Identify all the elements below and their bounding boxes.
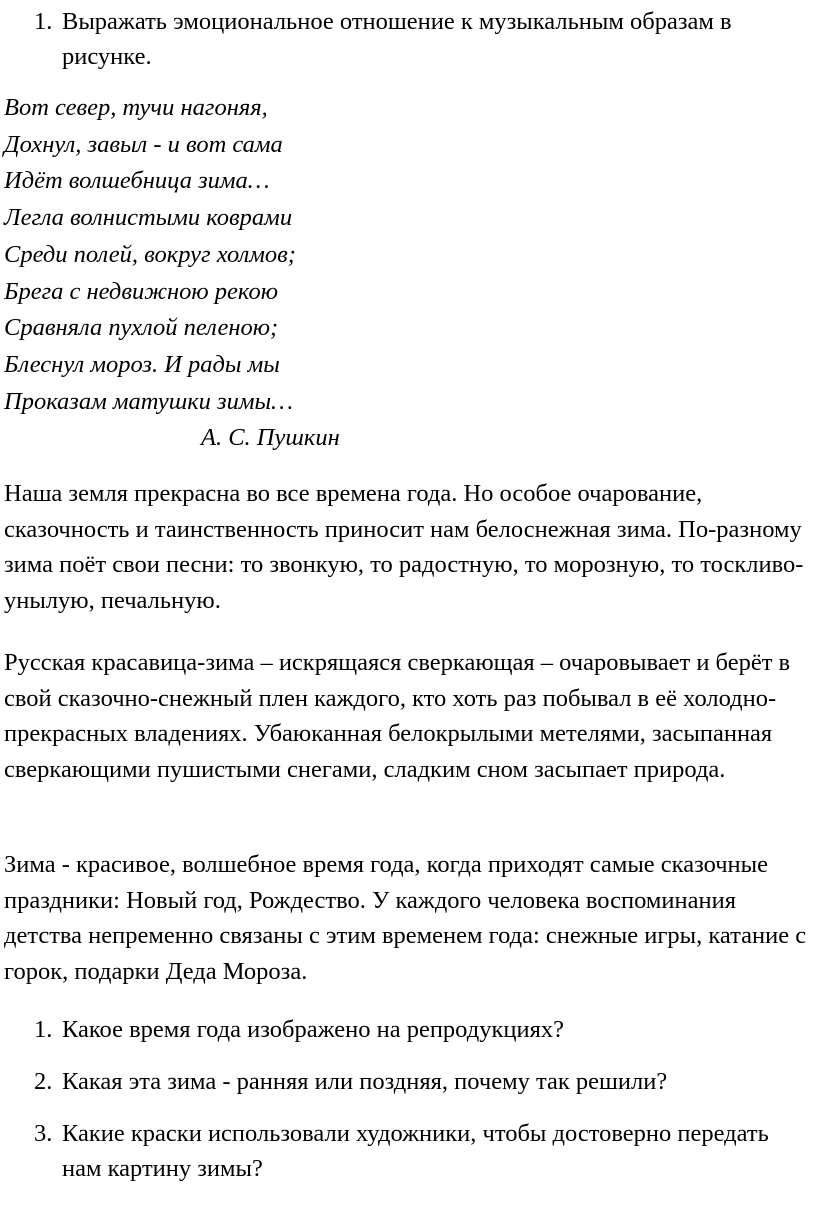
poem-line: Идёт волшебница зима…: [4, 167, 270, 195]
question-item: [0, 1116, 810, 1186]
question-number: 3.: [34, 1120, 53, 1147]
list-item-number: 1.: [34, 8, 53, 35]
question-number: 2.: [34, 1068, 53, 1095]
question-text: Какое время года изображено на репродукциях?: [62, 1016, 564, 1043]
poem-line: Вот север, тучи нагоняя,: [4, 94, 268, 121]
paragraph: Наша земля прекрасна во все времена года. Но особое очарование, сказочность и таинственность приносит нам белоснежная зима. По-разному зима поёт свои песни: то звонкую, то радостную, то морозную, то тоскливо-унылую, печальную.: [4, 480, 804, 614]
question-item: [0, 1012, 810, 1047]
paragraph: Зима - красивое, волшебное время года, когда приходят самые сказочные праздники: Новый год, Рождество. У каждого человека воспоминания детства непременно связаны с этим временем года: снежные игры, катание с горок, подарки Деда Мороза.: [4, 851, 807, 985]
poem-line: Среди полей, вокруг холмов;: [4, 240, 296, 268]
question-text: Какая эта зима - ранняя или поздняя, почему так решили?: [62, 1068, 668, 1095]
poem-line: Проказам матушки зимы…: [4, 387, 293, 415]
paragraph: Русская красавица-зима – искрящаяся сверкающая – очаровывает и берёт в свой сказочно-снежный плен каждого, кто хоть раз побывал в её холодно-прекрасных владениях. Убаюканная белокрылыми метелями, засыпанная сверкающими пушистыми снегами, сладким сном засыпает природа.: [4, 649, 791, 783]
question-text: Какие краски использовали художники, чтобы достоверно передать нам картину зимы?: [62, 1120, 769, 1182]
list-item-text: Выражать эмоциональное отношение к музыкальным образам в рисунке.: [62, 8, 732, 70]
intro-list: [0, 4, 810, 74]
poem-line: Легла волнистыми коврами: [4, 204, 293, 232]
poem-author: А. С. Пушкин: [201, 424, 340, 452]
poem-line: Дохнул, завыл - и вот сама: [4, 130, 283, 158]
poem-line: Блеснул мороз. И рады мы: [4, 350, 280, 378]
list-item: [0, 4, 810, 74]
poem: [4, 90, 340, 457]
poem-line: Сравняла пухлой пеленою;: [4, 314, 279, 342]
question-item: [0, 1064, 810, 1099]
question-number: 1.: [34, 1016, 53, 1043]
poem-line: Брега с недвижною рекою: [4, 277, 278, 305]
questions-list: [0, 1012, 810, 1203]
